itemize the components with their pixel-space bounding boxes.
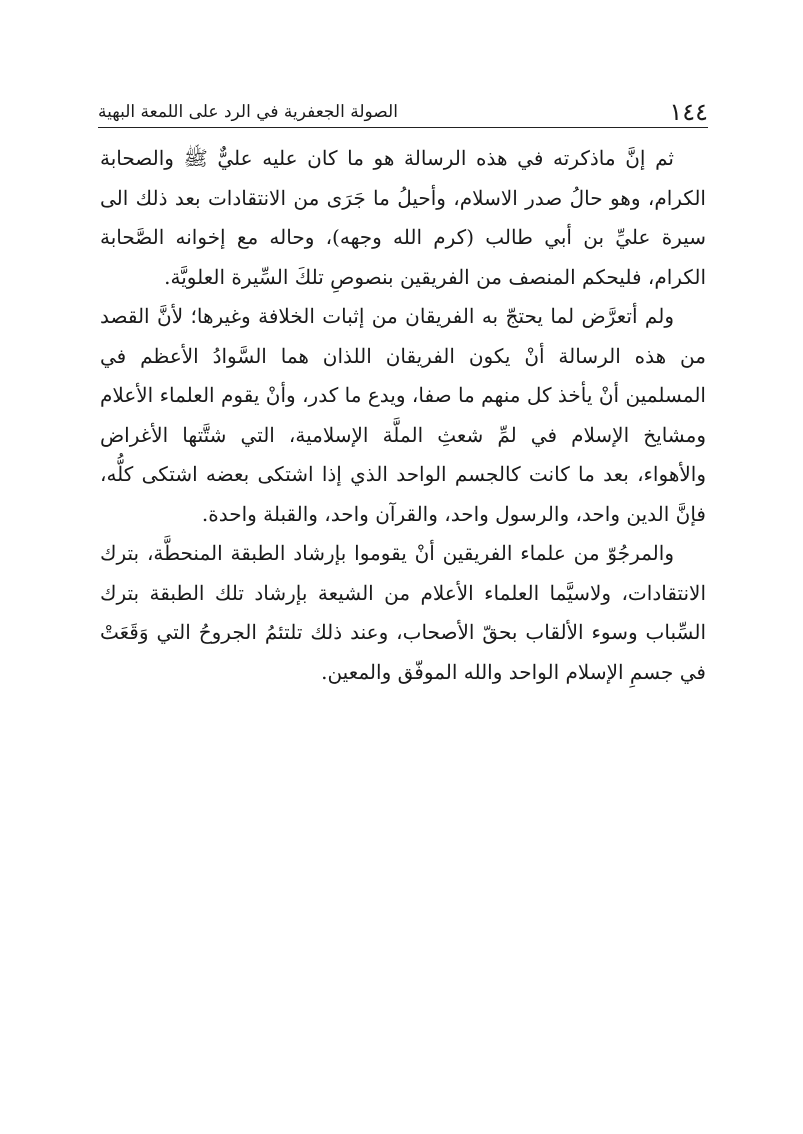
paragraph-2: ولم أتعرَّض لما يحتجّ به الفريقان من إثبات الخلافة وغيرها؛ لأنَّ القصد من هذه الرسالة أنْ يكون الفريقان اللذان هما السَّوادُ الأعظم في المسلمين أنْ يأخذ كل منهم ما صفا، ويدع ما كدر، وأنْ يقوم العلماء الأعلام ومشايخ الإسلام في لمِّ شعثِ الملَّة الإسلامية، التي شتَّتها الأغراض والأهواء، بعد ما كانت كالجسم الواحد الذي إذا اشتكى بعضه اشتكى كلُّه، فإنَّ الدين واحد، والرسول واحد، والقرآن واحد، والقبلة واحدة. bbox=[100, 304, 706, 526]
header-divider bbox=[98, 127, 708, 128]
page-number: ١٤٤ bbox=[669, 98, 708, 126]
body-text bbox=[100, 139, 706, 692]
running-title: الصولة الجعفرية في الرد على اللمعة البهية bbox=[98, 102, 398, 122]
page-header bbox=[98, 92, 708, 126]
paragraph-3: والمرجُوّ من علماء الفريقين أنْ يقوموا بإرشاد الطبقة المنحطَّة، بترك الانتقادات، ولاسيَّما العلماء الأعلام من الشيعة بإرشاد تلك الطبقة بترك السِّباب وسوء الألقاب بحقّ الأصحاب، وعند ذلك تلتئمُ الجروحُ التي وَقَعَتْ في جسمِ الإسلام الواحد والله الموفّق والمعين. bbox=[100, 541, 706, 684]
paragraph-1: ثم إنَّ ماذكرته في هذه الرسالة هو ما كان عليه عليٌّ ﷺ والصحابة الكرام، وهو حالُ صدر الاسلام، وأحيلُ ما جَرَى من الانتقادات بعد ذلك الى سيرة عليِّ بن أبي طالب (كرم الله وجهه)، وحاله مع إخوانه الصَّحابة الكرام، فليحكم المنصف من الفريقين بنصوصِ تلكَ السِّيرة العلويَّة. bbox=[100, 146, 706, 289]
